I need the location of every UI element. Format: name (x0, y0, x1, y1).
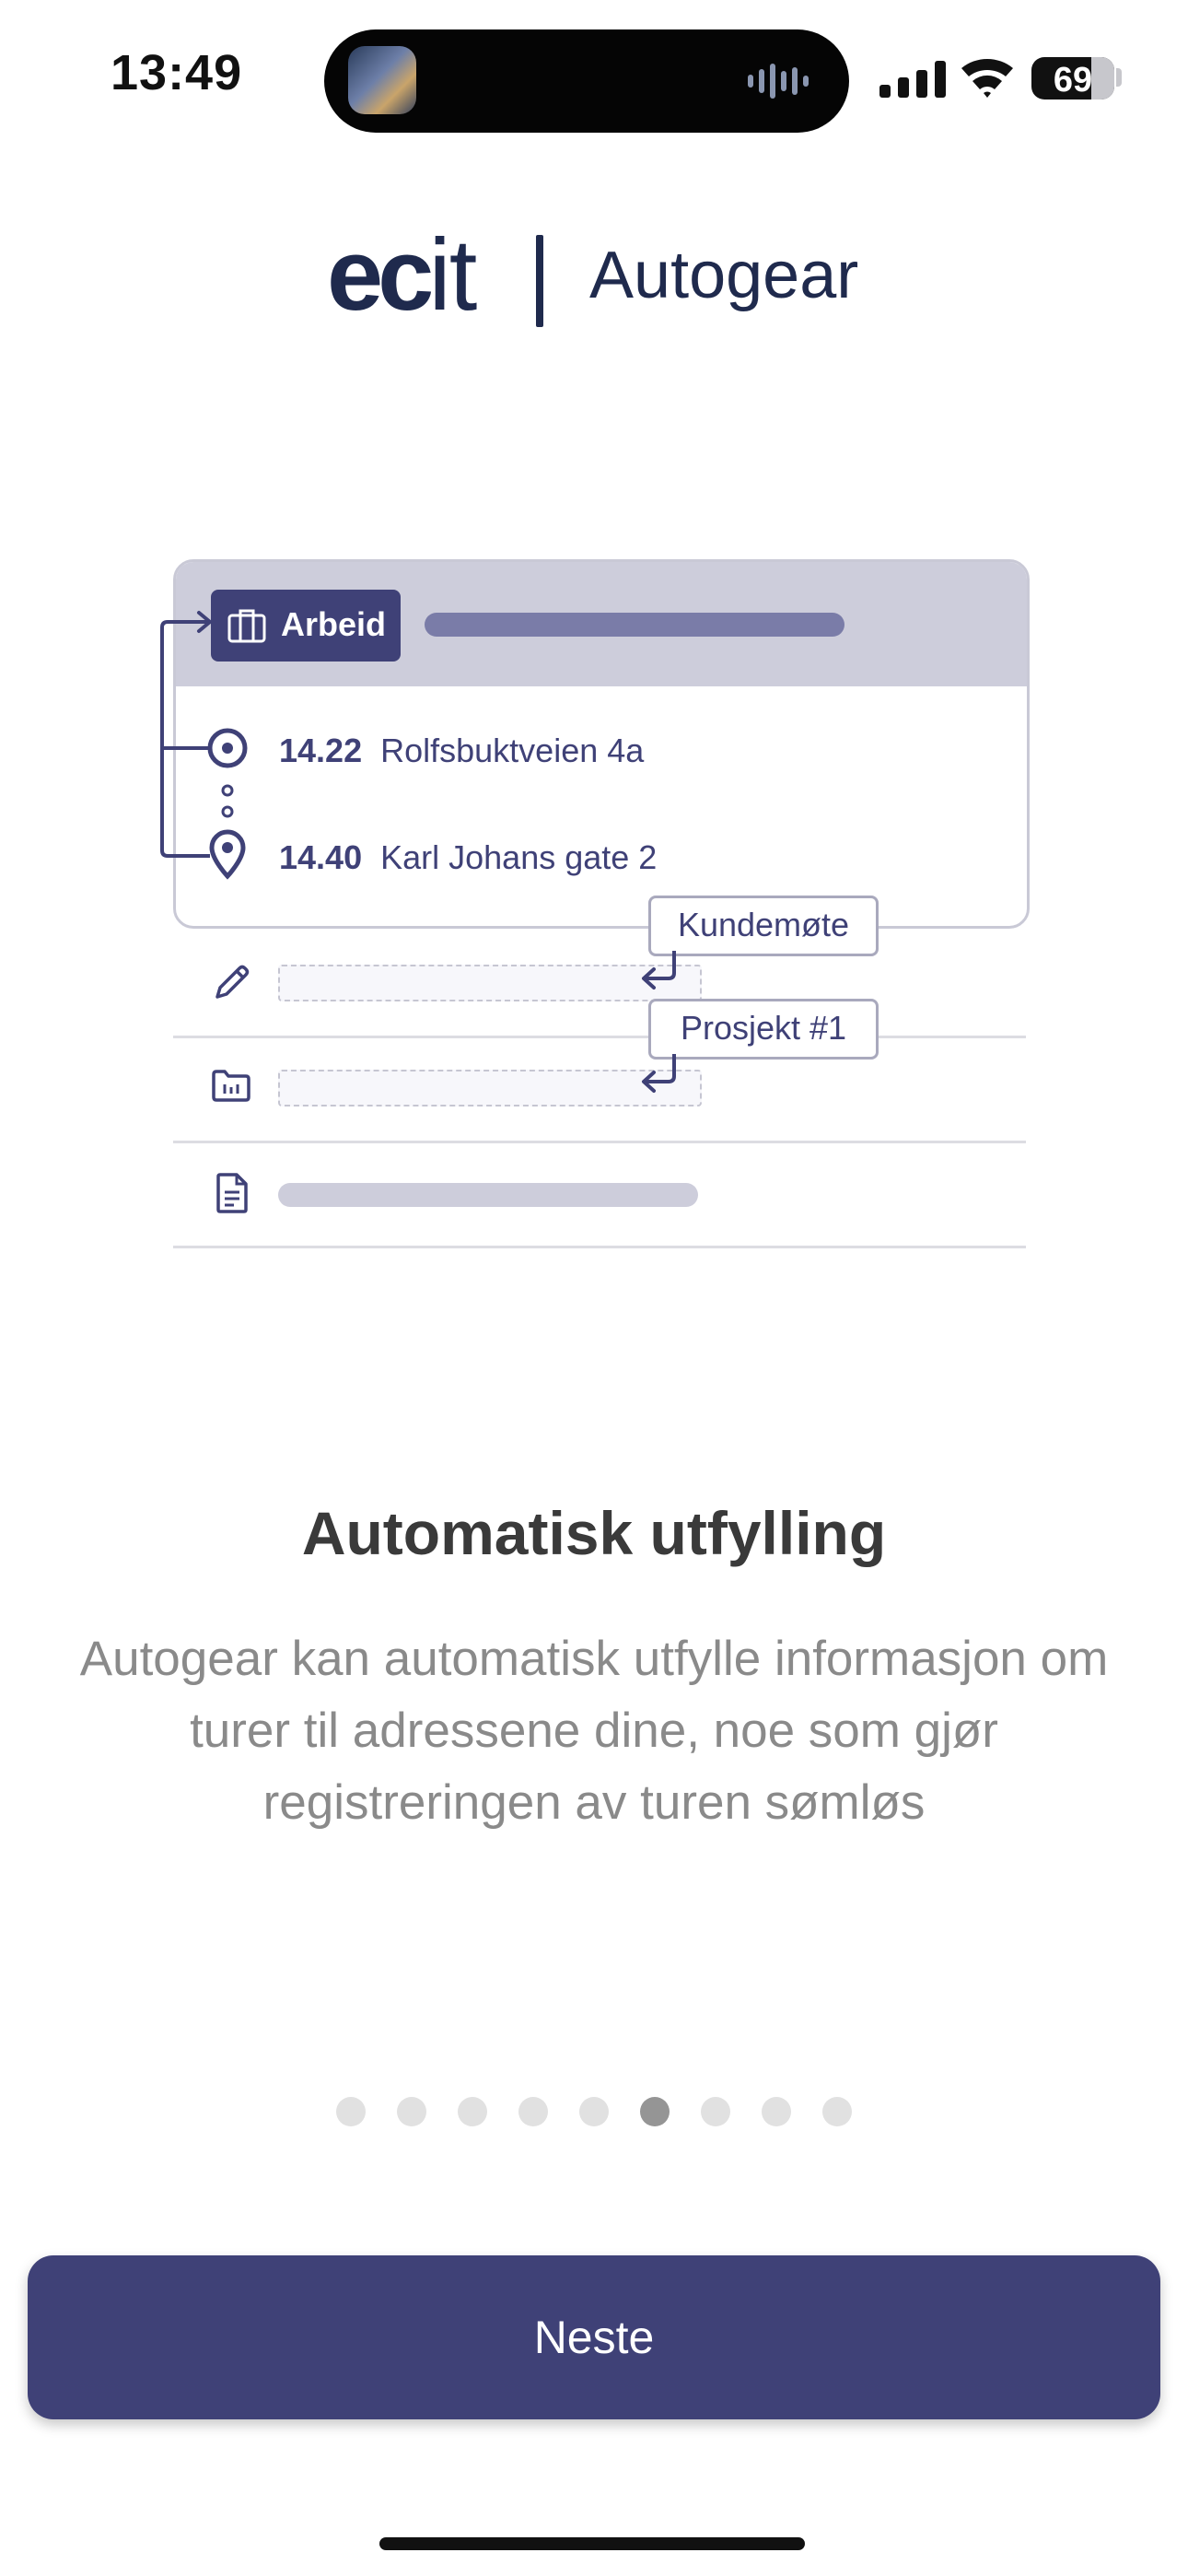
now-playing-artwork (348, 46, 416, 114)
page-dot[interactable] (822, 2097, 852, 2126)
start-time: 14.22 (279, 732, 363, 769)
onboarding-title: Automatisk utfylling (301, 1499, 887, 1567)
battery-level: 69 (1053, 61, 1093, 100)
start-address: Rolfsbuktveien 4a (380, 732, 645, 769)
page-dot[interactable] (762, 2097, 791, 2126)
title-placeholder-bar (425, 613, 844, 637)
logo-divider (536, 235, 543, 327)
pencil-icon (212, 962, 252, 1002)
route-connector (157, 603, 258, 880)
category-chip-label: Arbeid (281, 605, 387, 643)
notes-placeholder-bar (278, 1183, 698, 1207)
page-dot[interactable] (579, 2097, 609, 2126)
page-dot[interactable] (640, 2097, 670, 2126)
page-dot[interactable] (336, 2097, 366, 2126)
audio-waveform-icon (748, 63, 812, 100)
project-bubble: Prosjekt #1 (648, 999, 879, 1060)
project-folder-icon (210, 1067, 252, 1104)
page-dot[interactable] (458, 2097, 487, 2126)
page-dot[interactable] (397, 2097, 426, 2126)
end-time: 14.40 (279, 838, 363, 876)
divider (173, 1036, 1026, 1038)
ecit-logo: ecit (327, 218, 476, 332)
end-address: Karl Johans gate 2 (380, 838, 658, 876)
purpose-bubble: Kundemøte (648, 896, 879, 956)
document-icon (214, 1172, 250, 1214)
page-indicator (0, 2097, 1188, 2126)
divider (173, 1141, 1026, 1143)
page-dot[interactable] (518, 2097, 548, 2126)
next-button[interactable]: Neste (28, 2255, 1160, 2419)
onboarding-description: Autogear kan automatisk utfylle informasjon om turer til adressene dine, noe som gjør registreringen av turen sømløs (79, 1632, 1109, 1830)
autofill-arrow-icon (635, 951, 681, 993)
destination-pin-icon (212, 832, 243, 876)
page-dot[interactable] (701, 2097, 730, 2126)
trip-card-header (176, 562, 1027, 686)
home-indicator[interactable] (379, 2537, 805, 2550)
status-time: 13:49 (111, 45, 243, 100)
trip-card-illustration (173, 559, 1030, 929)
route-start-row (279, 732, 644, 770)
wifi-icon (958, 53, 1017, 100)
cellular-signal-icon (879, 61, 946, 98)
battery-tip (1116, 68, 1122, 87)
divider (173, 1246, 1026, 1248)
route-end-row (279, 838, 657, 877)
product-logo-text: Autogear (589, 239, 859, 312)
battery-icon (1031, 57, 1114, 100)
autofill-arrow-icon (635, 1054, 681, 1096)
dynamic-island[interactable] (324, 29, 849, 133)
